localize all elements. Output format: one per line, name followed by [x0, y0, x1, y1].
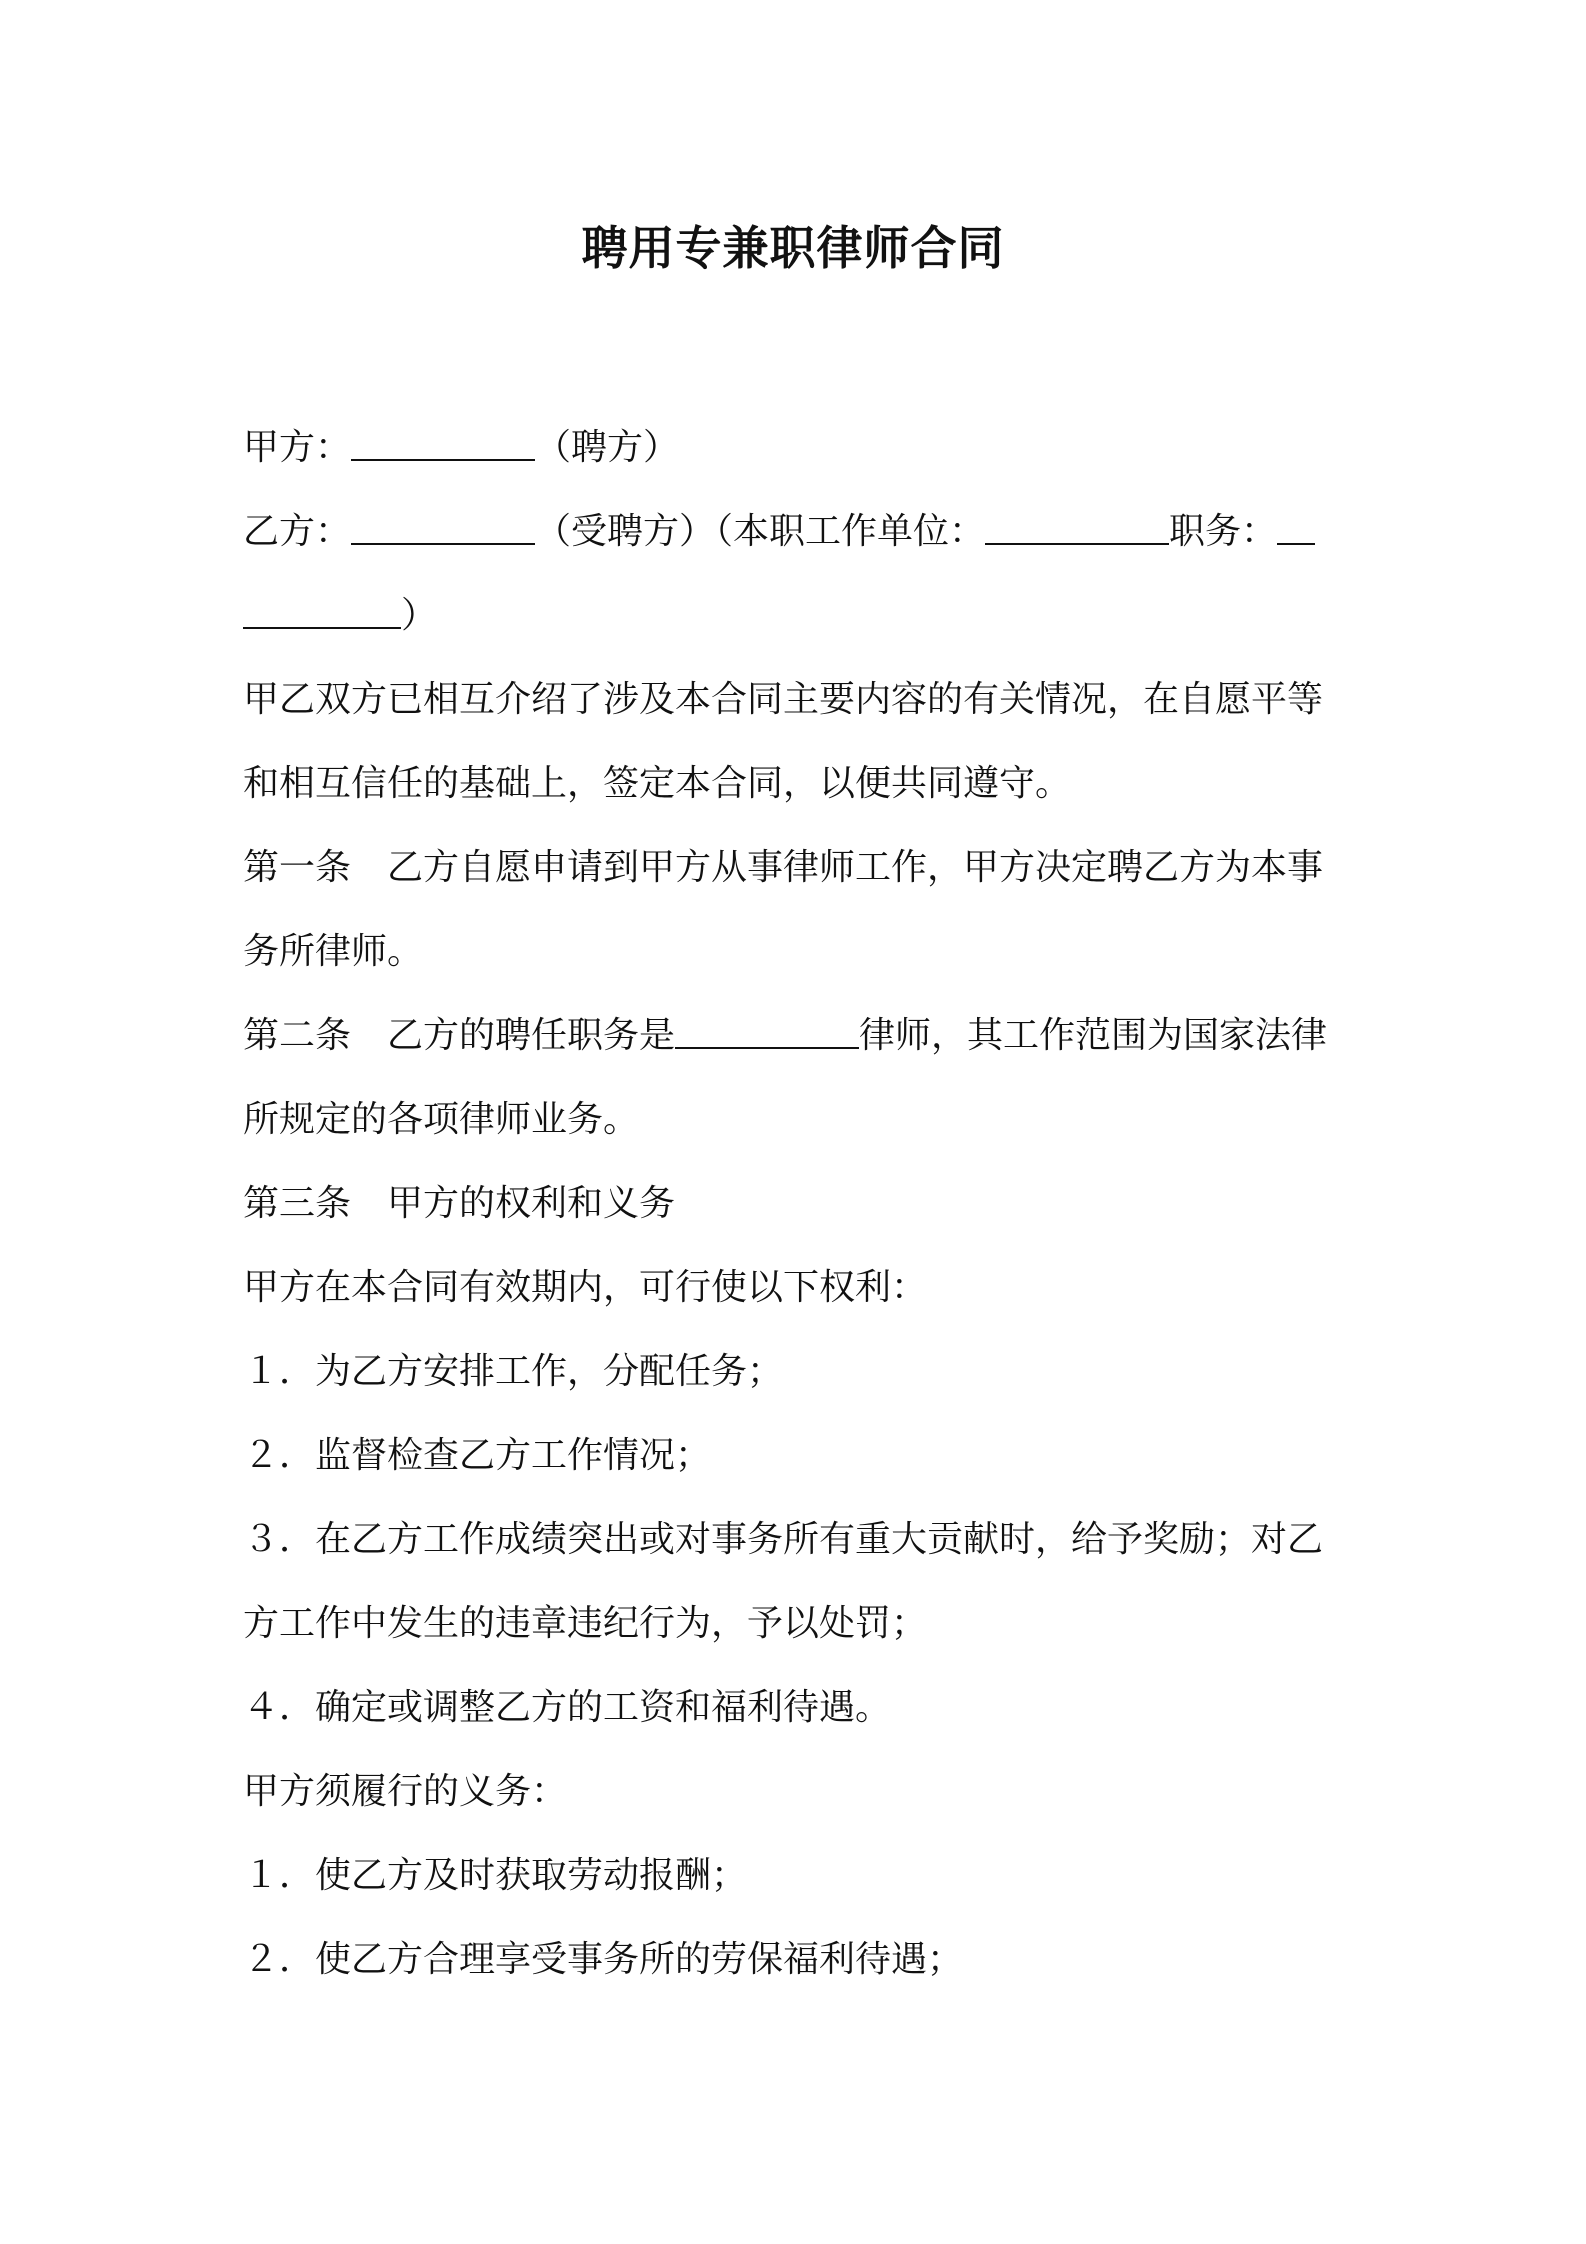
rights-intro: 甲方在本合同有效期内，可行使以下权利： — [243, 1267, 928, 1308]
contract-body — [243, 406, 1355, 2002]
party-b-line-cont — [243, 574, 1355, 658]
employer-blank[interactable] — [985, 503, 1169, 545]
page-title: 聘用专兼职律师合同 — [581, 221, 1005, 275]
article-2-pre: 第二条 乙方的聘任职务是 — [243, 1015, 676, 1056]
party-a-suffix: （聘方） — [535, 427, 680, 468]
party-b-line — [243, 490, 1355, 574]
party-b-end: ） — [401, 595, 438, 636]
right-item-1: １．为乙方安排工作，分配任务； — [243, 1351, 784, 1392]
article-2-line-1 — [243, 994, 1355, 1078]
party-b-label: 乙方： — [243, 511, 352, 552]
article-3-heading: 第三条 甲方的权利和义务 — [243, 1183, 676, 1224]
article-1-line-1: 第一条 乙方自愿申请到甲方从事律师工作，甲方决定聘乙方为本事 — [243, 847, 1324, 888]
intro-line-1: 甲乙双方已相互介绍了涉及本合同主要内容的有关情况，在自愿平等 — [243, 679, 1324, 720]
article-2-post: 律师，其工作范围为国家法律 — [859, 1015, 1328, 1056]
party-b-blank[interactable] — [351, 503, 535, 545]
article-1-line-2: 务所律师。 — [243, 931, 424, 972]
duty-item-1: １．使乙方及时获取劳动报酬； — [243, 1855, 748, 1896]
party-a-line — [243, 406, 1355, 490]
party-a-label: 甲方： — [243, 427, 352, 468]
duties-intro: 甲方须履行的义务： — [243, 1771, 568, 1812]
right-item-2: ２．监督检查乙方工作情况； — [243, 1435, 712, 1476]
lawyer-type-blank[interactable] — [675, 1007, 859, 1049]
party-a-blank[interactable] — [351, 419, 535, 461]
intro-line-2: 和相互信任的基础上，签定本合同，以便共同遵守。 — [243, 763, 1072, 804]
party-b-position-label: 职务： — [1169, 511, 1278, 552]
right-item-3-line-1: ３．在乙方工作成绩突出或对事务所有重大贡献时，给予奖励；对乙 — [243, 1519, 1324, 1560]
article-2-line-2: 所规定的各项律师业务。 — [243, 1099, 640, 1140]
position-blank-end[interactable] — [243, 587, 401, 629]
right-item-4: ４．确定或调整乙方的工资和福利待遇。 — [243, 1687, 892, 1728]
position-blank-start[interactable] — [1277, 503, 1315, 545]
duty-item-2: ２．使乙方合理享受事务所的劳保福利待遇； — [243, 1939, 964, 1980]
party-b-mid: （受聘方）（本职工作单位： — [535, 511, 986, 552]
right-item-3-line-2: 方工作中发生的违章违纪行为，予以处罚； — [243, 1603, 928, 1644]
